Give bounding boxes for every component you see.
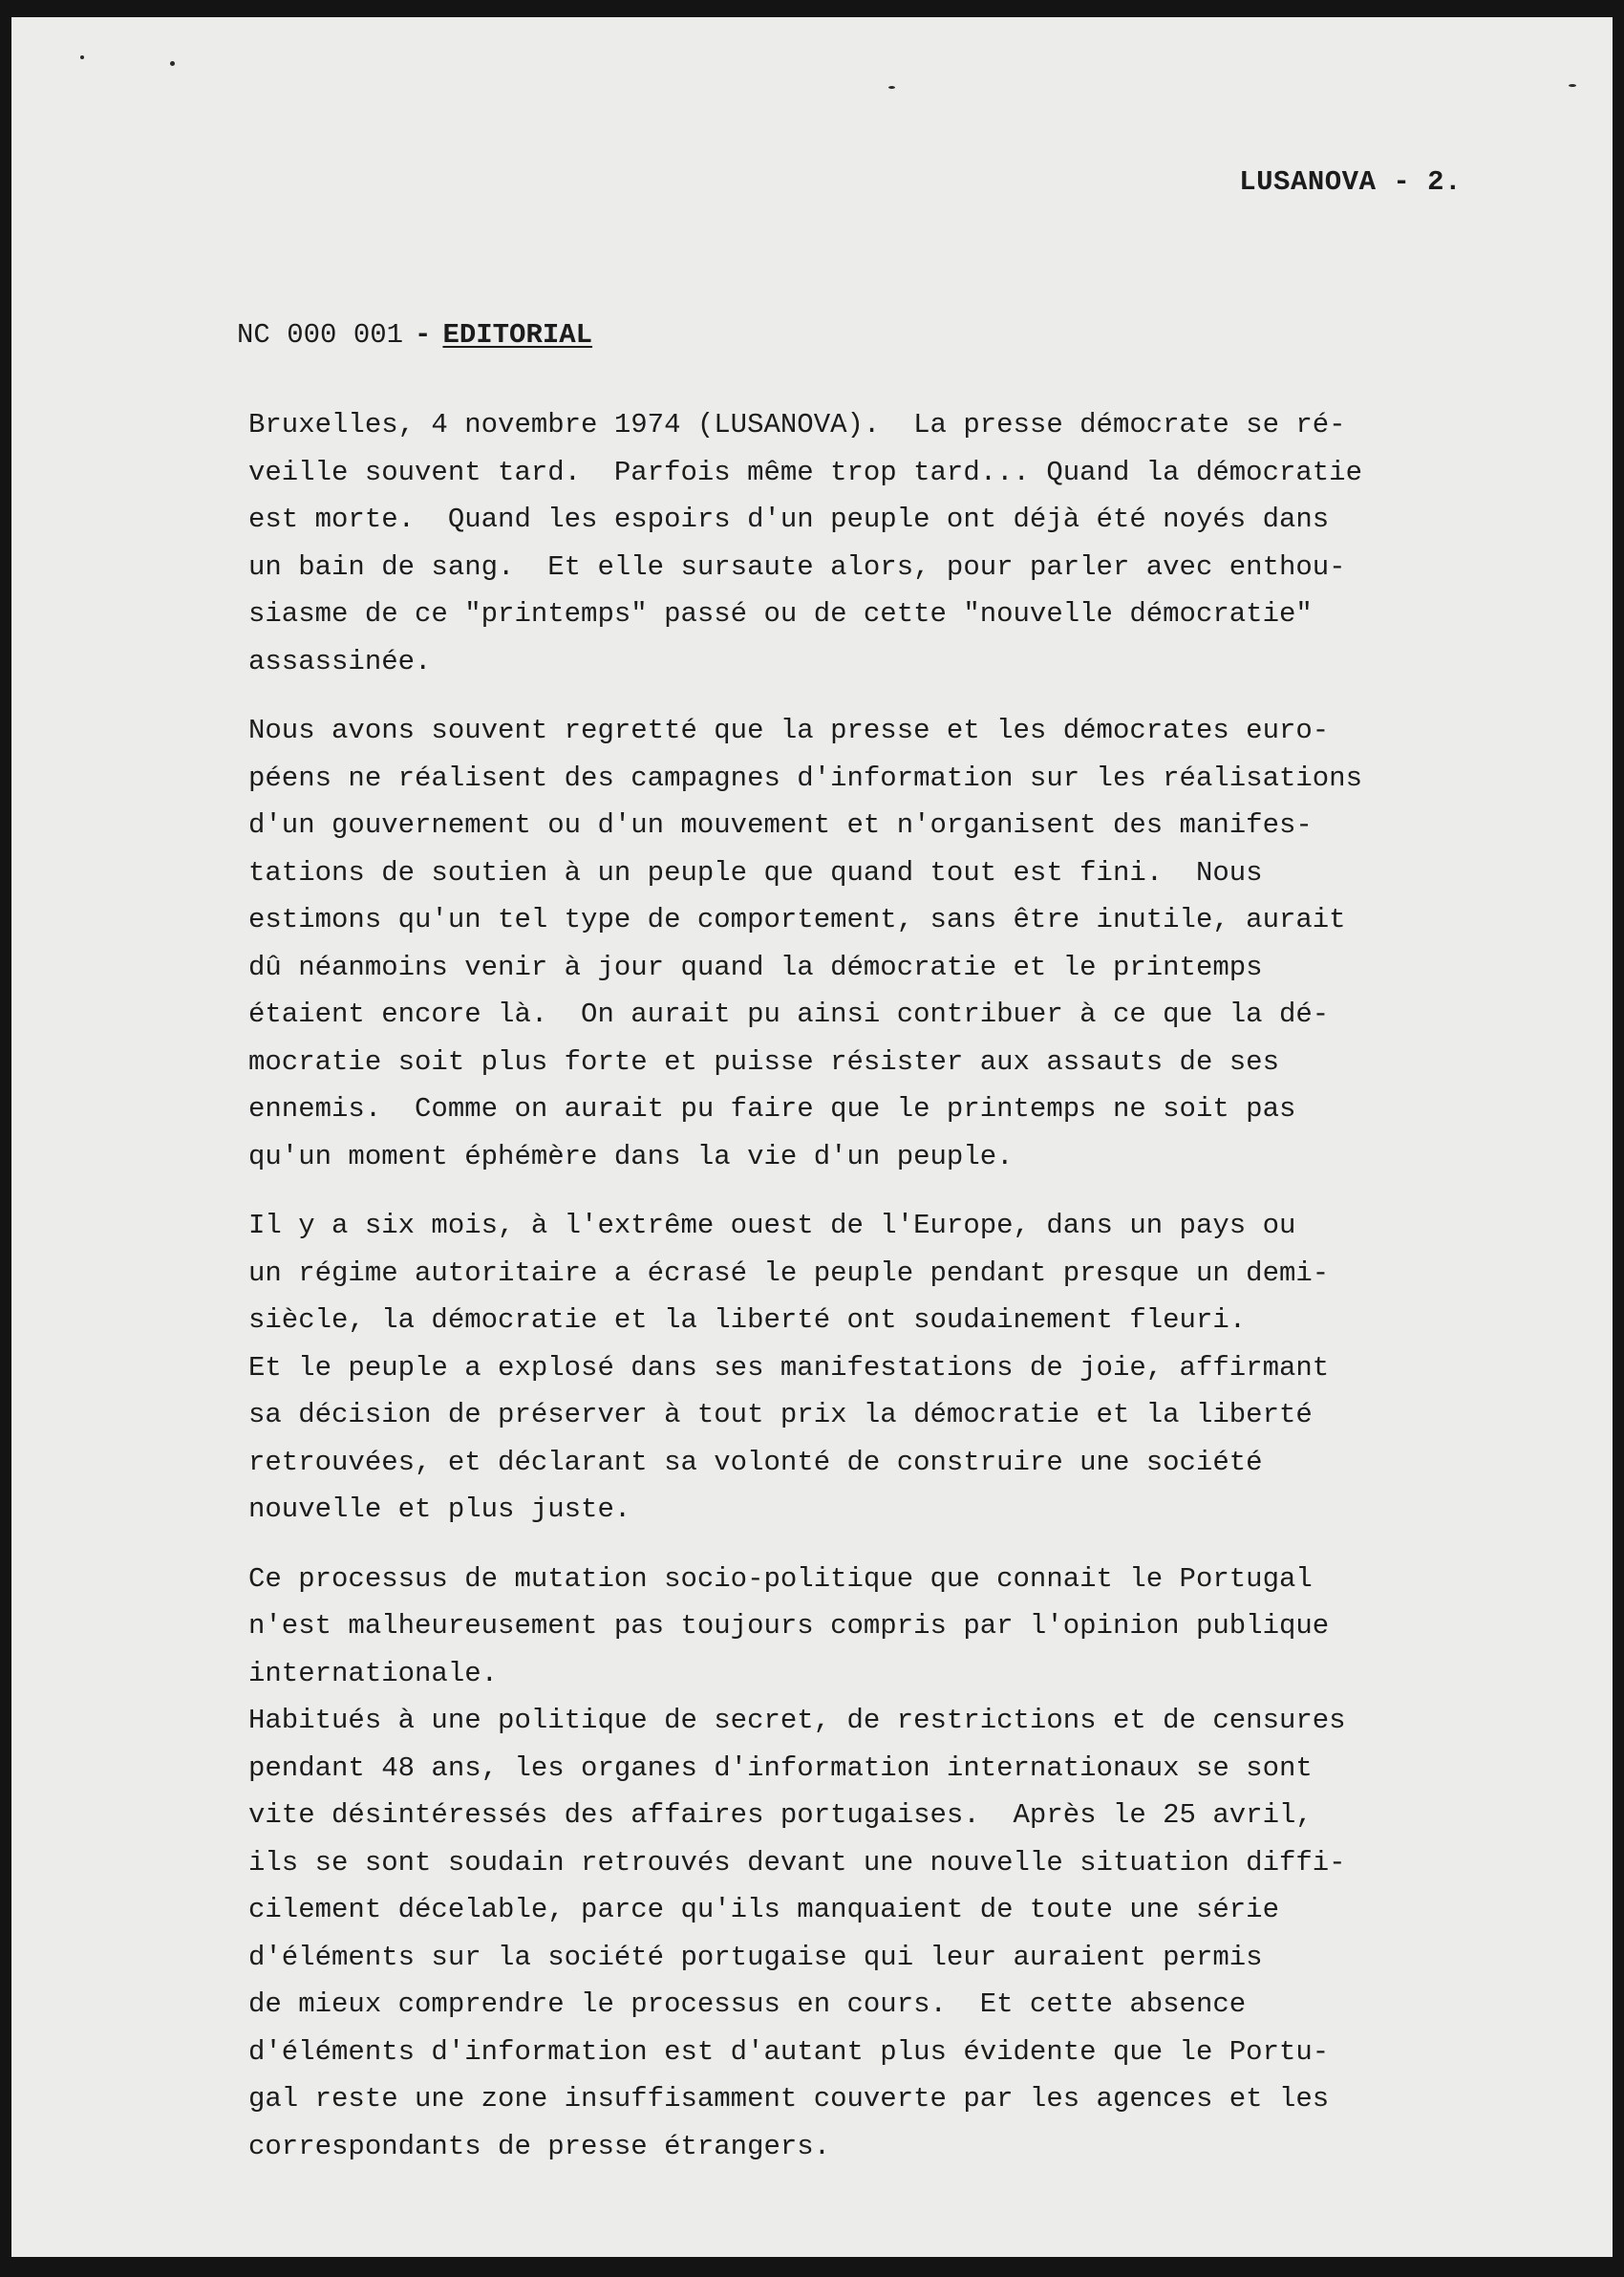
text-line: internationale.	[248, 1657, 499, 1689]
text-line: nouvelle et plus juste.	[248, 1493, 631, 1525]
text-line: d'un gouvernement ou d'un mouvement et n'organisent des manifes-	[248, 809, 1313, 841]
text-line: correspondants de presse étrangers.	[248, 2130, 831, 2162]
text-line: cilement décelable, parce qu'ils manquaient de toute une série	[248, 1894, 1279, 1925]
text-line: ennemis. Comme on aurait pu faire que le printemps ne soit pas	[248, 1093, 1296, 1125]
paragraph-gap	[248, 1534, 1548, 1556]
text-line: dû néanmoins venir à jour quand la démocratie et le printemps	[248, 951, 1263, 983]
text-line: qu'un moment éphémère dans la vie d'un peuple.	[248, 1140, 1014, 1172]
paragraph-gap	[248, 685, 1548, 707]
paragraph	[248, 401, 1548, 685]
article-reference: NC 000 001	[237, 319, 404, 351]
text-line: siècle, la démocratie et la liberté ont soudainement fleuri.	[248, 1304, 1247, 1336]
paragraph	[248, 1202, 1548, 1534]
text-line: gal reste une zone insuffisamment couverte par les agences et les	[248, 2083, 1330, 2115]
text-line: vite désintéressés des affaires portugaises. Après le 25 avril,	[248, 1799, 1313, 1831]
paragraph-gap	[248, 1180, 1548, 1202]
text-line: Habitués à une politique de secret, de restrictions et de censures	[248, 1705, 1346, 1736]
text-line: un bain de sang. Et elle sursaute alors, pour parler avec enthou-	[248, 550, 1346, 583]
text-line: de mieux comprendre le processus en cours. Et cette absence	[248, 1988, 1247, 2020]
text-line: étaient encore là. On aurait pu ainsi contribuer à ce que la dé-	[248, 999, 1330, 1030]
heading-separator: -	[415, 319, 432, 351]
text-line: retrouvées, et déclarant sa volonté de construire une société	[248, 1446, 1263, 1478]
text-line: d'éléments sur la société portugaise qui leur auraient permis	[248, 1941, 1263, 1973]
text-line: siasme de ce "printemps" passé ou de cette "nouvelle démocratie"	[248, 598, 1313, 630]
article-heading	[237, 319, 592, 351]
scan-speck	[888, 86, 895, 89]
text-line: Ce processus de mutation socio-politique que connait le Portugal	[248, 1562, 1313, 1595]
scan-speck	[1569, 84, 1576, 87]
text-line: mocratie soit plus forte et puisse résister aux assauts de ses	[248, 1045, 1279, 1078]
article-title: EDITORIAL	[442, 319, 593, 351]
article-body	[248, 401, 1548, 2170]
text-line: veille souvent tard. Parfois même trop tard... Quand la démocratie	[248, 456, 1362, 488]
text-line: Nous avons souvent regretté que la presse et les démocrates euro-	[248, 715, 1330, 746]
page-header: LUSANOVA - 2.	[1239, 166, 1462, 198]
scan-speck	[80, 55, 84, 59]
scan-speck	[170, 61, 175, 66]
text-line: un régime autoritaire a écrasé le peuple pendant presque un demi-	[248, 1257, 1330, 1289]
text-line: péens ne réalisent des campagnes d'information sur les réalisations	[248, 762, 1362, 794]
document-page	[11, 17, 1613, 2257]
text-line: Et le peuple a explosé dans ses manifestations de joie, affirmant	[248, 1351, 1330, 1384]
text-line: pendant 48 ans, les organes d'information internationaux se sont	[248, 1751, 1313, 1784]
text-line: ils se sont soudain retrouvés devant une nouvelle situation diffi-	[248, 1846, 1346, 1879]
paragraph	[248, 1556, 1548, 2171]
text-line: sa décision de préserver à tout prix la démocratie et la liberté	[248, 1399, 1313, 1430]
text-line: n'est malheureusement pas toujours compris par l'opinion publique	[248, 1610, 1330, 1642]
text-line: tations de soutien à un peuple que quand tout est fini. Nous	[248, 856, 1263, 889]
text-line: Bruxelles, 4 novembre 1974 (LUSANOVA). La presse démocrate se ré-	[248, 409, 1346, 440]
paragraph	[248, 707, 1548, 1180]
text-line: estimons qu'un tel type de comportement, sans être inutile, aurait	[248, 904, 1346, 935]
text-line: est morte. Quand les espoirs d'un peuple ont déjà été noyés dans	[248, 504, 1330, 535]
text-line: assassinée.	[248, 645, 432, 677]
text-line: d'éléments d'information est d'autant plus évidente que le Portu-	[248, 2035, 1330, 2068]
text-line: Il y a six mois, à l'extrême ouest de l'Europe, dans un pays ou	[248, 1210, 1296, 1241]
